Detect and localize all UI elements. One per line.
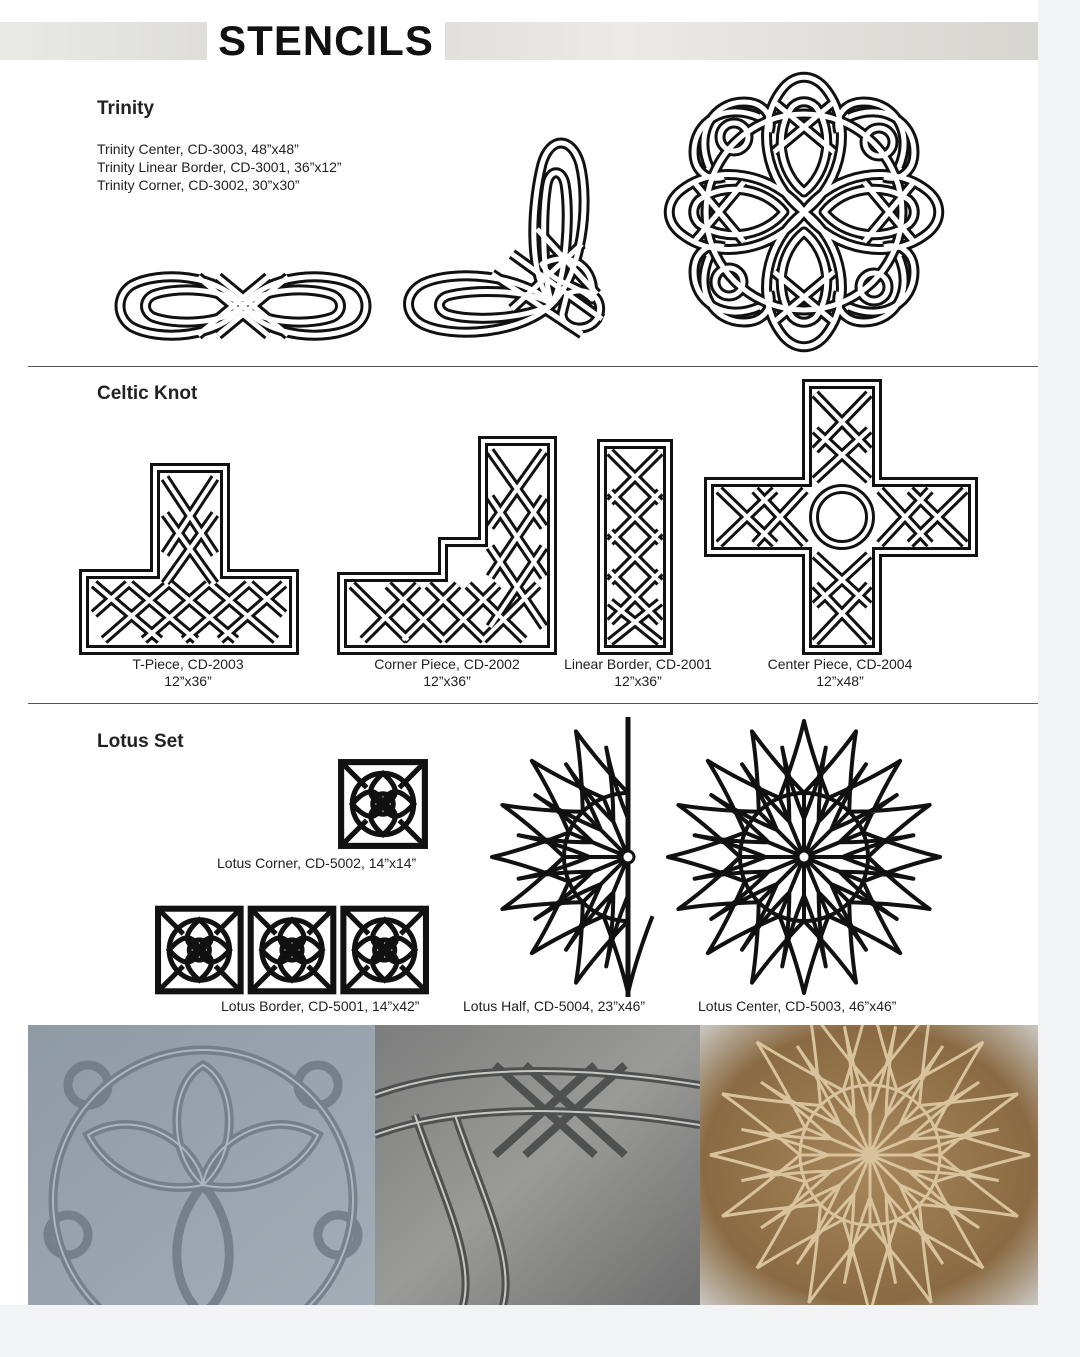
caption-t-piece-size: 12”x36” <box>164 673 212 689</box>
caption-lotus-half: Lotus Half, CD-5004, 23”x46” <box>463 998 646 1014</box>
caption-t-piece-name: T-Piece, CD-2003 <box>132 656 244 672</box>
trinity-border-spec: Trinity Linear Border, CD-3001, 36”x12” <box>97 159 342 175</box>
celtic-corner-piece-stencil <box>338 437 556 654</box>
header-banner <box>0 22 1038 60</box>
caption-corner-piece-size: 12”x36” <box>423 673 471 689</box>
section-title-trinity: Trinity <box>97 98 155 119</box>
photo-trinity-concrete <box>28 1025 375 1305</box>
photo-celtic-border-concrete <box>375 1025 700 1305</box>
caption-lotus-corner: Lotus Corner, CD-5002, 14”x14” <box>217 855 417 871</box>
caption-corner-piece <box>352 656 542 690</box>
caption-corner-piece-name: Corner Piece, CD-2002 <box>374 656 520 672</box>
celtic-t-piece-stencil <box>80 464 298 654</box>
section-divider <box>28 366 1038 367</box>
caption-lotus-border: Lotus Border, CD-5001, 14”x42” <box>221 998 420 1014</box>
lotus-corner-stencil <box>336 757 430 851</box>
caption-lotus-center: Lotus Center, CD-5003, 46”x46” <box>698 998 897 1014</box>
caption-linear-border-name: Linear Border, CD-2001 <box>564 656 712 672</box>
lotus-border-stencil <box>153 903 431 997</box>
trinity-linear-border-stencil <box>118 265 368 347</box>
lotus-center-stencil <box>664 717 944 997</box>
trinity-center-spec: Trinity Center, CD-3003, 48”x48” <box>97 141 299 157</box>
photo-lotus-concrete <box>700 1025 1038 1305</box>
celtic-linear-border-stencil <box>598 440 672 654</box>
caption-center-piece-name: Center Piece, CD-2004 <box>767 656 913 672</box>
section-title-celtic-knot: Celtic Knot <box>97 383 198 404</box>
trinity-corner-stencil <box>402 134 614 346</box>
section-divider <box>28 703 1038 704</box>
caption-linear-border <box>548 656 728 690</box>
celtic-center-piece-stencil <box>705 380 977 654</box>
section-title-lotus-set: Lotus Set <box>97 731 184 752</box>
caption-linear-border-size: 12”x36” <box>614 673 662 689</box>
lotus-half-stencil <box>486 717 632 997</box>
caption-center-piece <box>745 656 935 690</box>
trinity-center-stencil <box>664 72 944 352</box>
page-title: STENCILS <box>207 18 445 64</box>
caption-center-piece-size: 12”x48” <box>816 673 864 689</box>
trinity-corner-spec: Trinity Corner, CD-3002, 30”x30” <box>97 177 300 193</box>
caption-t-piece <box>93 656 283 690</box>
